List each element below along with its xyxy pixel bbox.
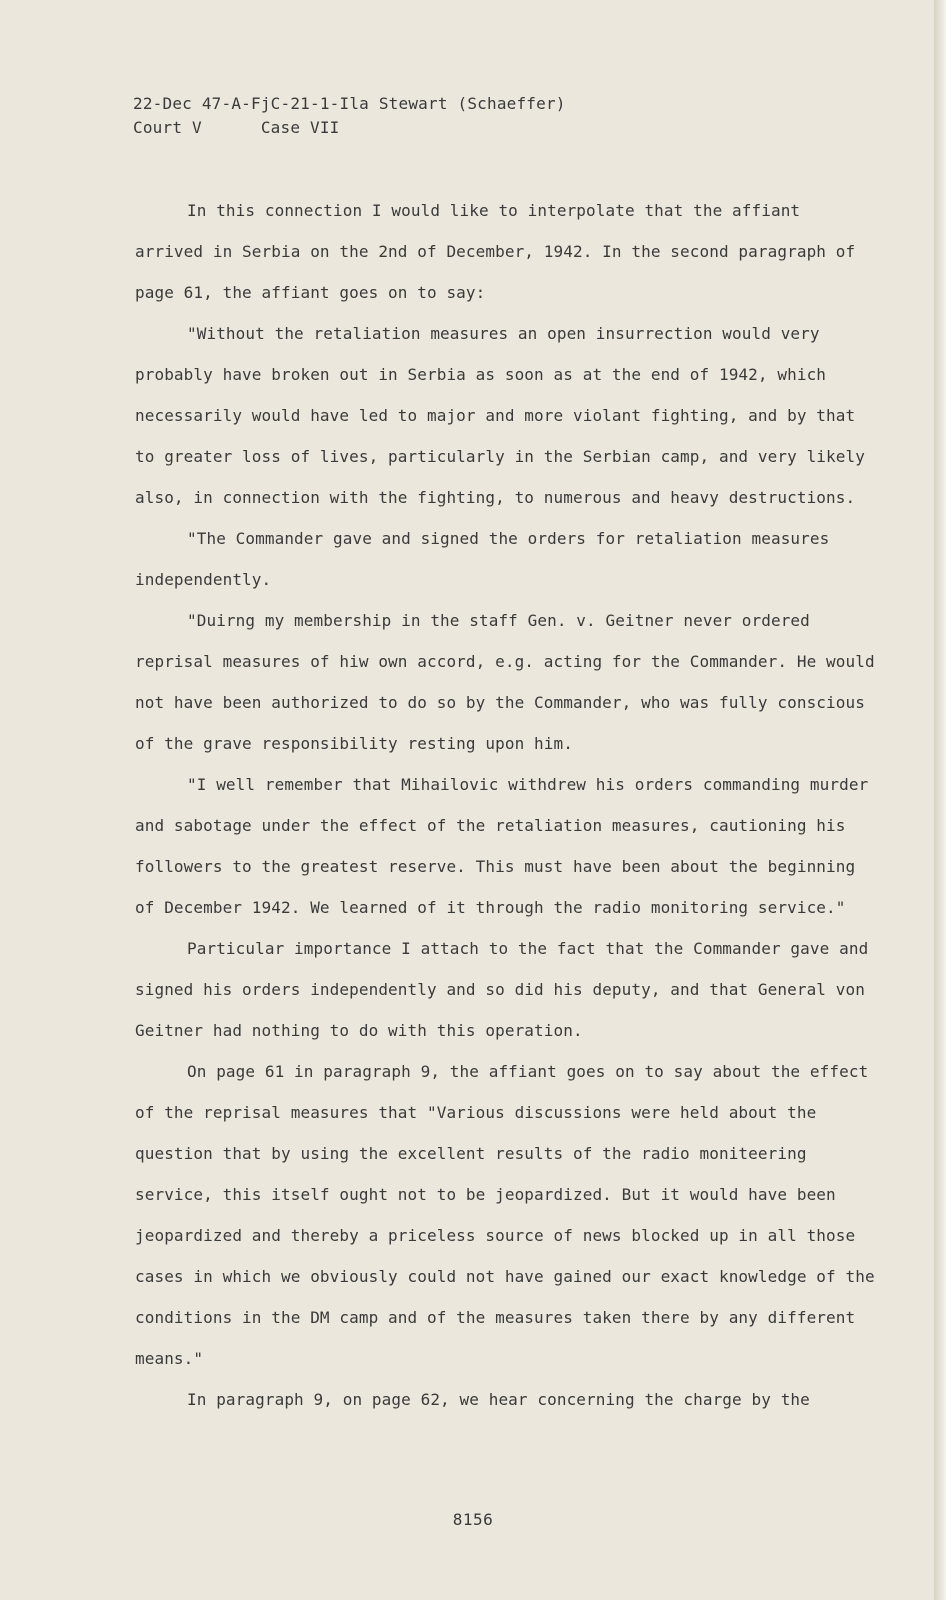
header-court: Court V <box>133 118 202 137</box>
quote-commander-orders: "The Commander gave and signed the orders for retaliation measures independently. <box>135 529 830 589</box>
header-case: Case VII <box>260 118 340 137</box>
page-number: 8156 <box>452 1510 494 1529</box>
paragraph-charge: In paragraph 9, on page 62, we hear concerning the charge by the <box>187 1390 810 1409</box>
quote-mihailovic: "I well remember that Mihailovic withdrew his orders commanding murder and sabotage under the effect of the retaliation measures, cautioning his followers to the greatest reserve. This must have been about the beginning of December 1942. We learned of it through the radio monitoring service." <box>135 775 869 917</box>
paragraph-importance: Particular importance I attach to the fact that the Commander gave and signed his orders independently and so did his deputy, and that General von Geitner had nothing to do with this operation. <box>135 939 869 1040</box>
document-header <box>133 92 566 140</box>
paragraph-reprisal-effect: On page 61 in paragraph 9, the affiant goes on to say about the effect of the reprisal measures that "Various discussions were held about the question that by using the excellent results of the radio moniteering service, this itself ought not to be jeopardized. But it would have been jeopardized and thereby a priceless source of news blocked up in all those cases in which we obviously could not have gained our exact knowledge of the conditions in the DM camp and of the measures taken there by any different means." <box>135 1062 875 1368</box>
quote-membership: "Duirng my membership in the staff Gen. v. Geitner never ordered reprisal measures of hiw own accord, e.g. acting for the Commander. He would not have been authorized to do so by the Commander, who was fully conscious of the grave responsibility resting upon him. <box>135 611 875 753</box>
quote-insurrection: "Without the retaliation measures an open insurrection would very probably have broken out in Serbia as soon as at the end of 1942, which necessarily would have led to major and more violant fighting, and by that to greater loss of lives, particularly in the Serbian camp, and very likely also, in connection with the fighting, to numerous and heavy destructions. <box>135 324 865 507</box>
paragraph-intro: In this connection I would like to interpolate that the affiant arrived in Serbia on the 2nd of December, 1942. In the second paragraph of page 61, the affiant goes on to say: <box>135 201 856 302</box>
page-edge <box>934 0 946 1600</box>
document-body <box>135 190 875 1420</box>
header-court-case <box>133 116 566 140</box>
header-reference: 22-Dec 47-A-FjC-21-1-Ila Stewart (Schaeffer) <box>133 94 566 113</box>
